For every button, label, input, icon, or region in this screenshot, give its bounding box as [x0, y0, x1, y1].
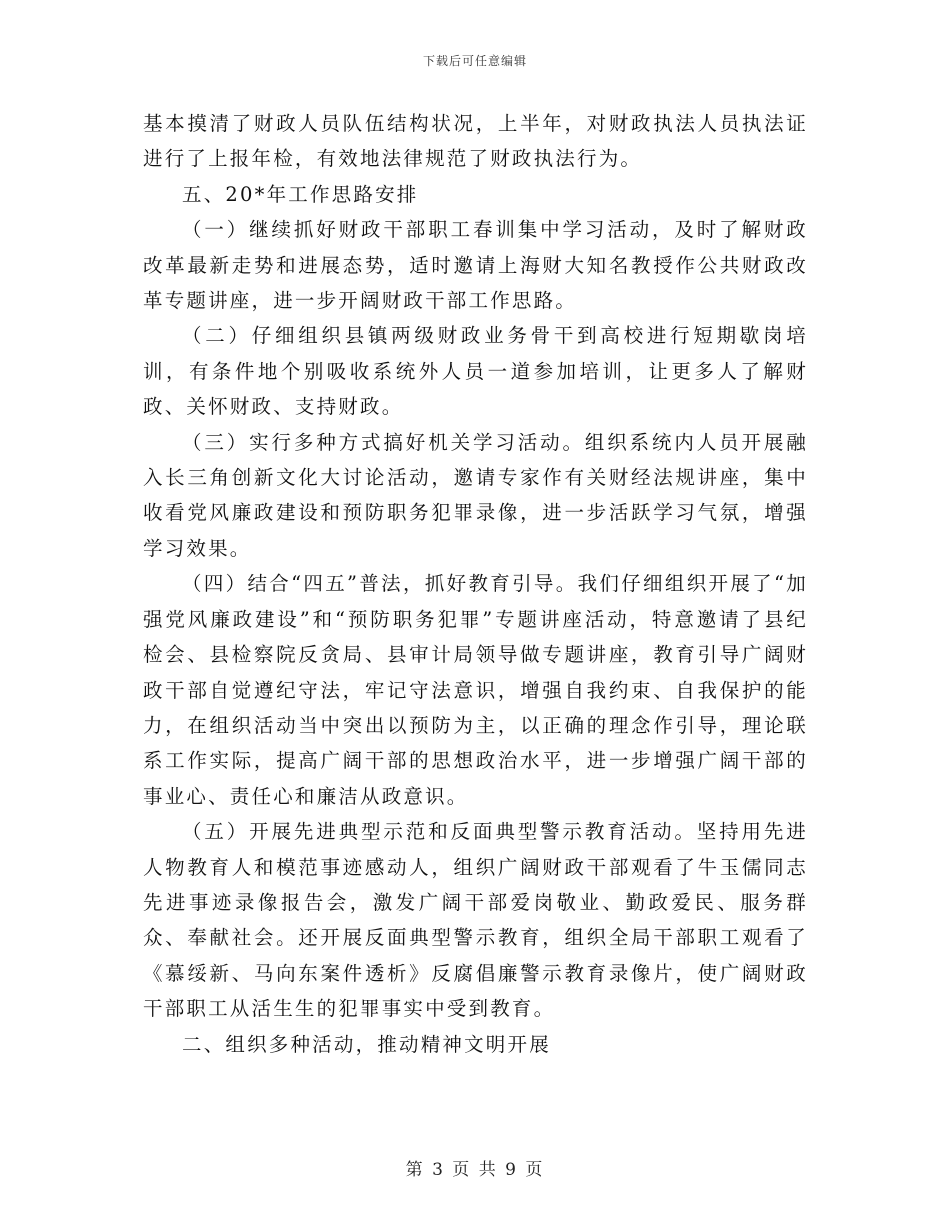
page-header: 下载后可任意编辑 — [422, 54, 527, 68]
paragraph-item-3: （三）实行多种方式搞好机关学习活动。组织系统内人员开展融入长三角创新文化大讨论活动，邀请专家作有关财经法规讲座，集中收看党风廉政建设和预防职务犯罪录像，进一步活跃学习气氛，增强学习效果。 — [143, 430, 808, 560]
paragraph-1: 基本摸清了财政人员队伍结构状况，上半年，对财政执法人员执法证进行了上报年检，有效地法律规范了财政执法行为。 — [143, 112, 808, 171]
paragraph-item-2: （二）仔细组织县镇两级财政业务骨干到高校进行短期歇岗培训，有条件地个别吸收系统外人员一道参加培训，让更多人了解财政、关怀财政、支持财政。 — [143, 324, 808, 419]
paragraph-item-1: （一）继续抓好财政干部职工春训集中学习活动，及时了解财政改革最新走势和进展态势，适时邀请上海财大知名教授作公共财政改革专题讲座，进一步开阔财政干部工作思路。 — [143, 218, 808, 313]
section-heading-5: 五、20*年工作思路安排 — [182, 182, 419, 206]
paragraph-item-5: （五）开展先进典型示范和反面典型警示教育活动。坚持用先进人物教育人和模范事迹感动人，组织广阔财政干部观看了牛玉儒同志先进事迹录像报告会，激发广阔干部爱岗敬业、勤政爱民、服务群众、奉献社会。还开展反面典型警示教育，组织全局干部职工观看了《慕绥新、马向东案件透析》反腐倡廉警示教育录像片，使广阔财政干部职工从活生生的犯罪事实中受到教育。 — [143, 820, 808, 1021]
paragraph-item-4: （四）结合“四五”普法，抓好教育引导。我们仔细组织开展了“加强党风廉政建设”和“预防职务犯罪”专题讲座活动，特意邀请了县纪检会、县检察院反贪局、县审计局领导做专题讲座，教育引导广阔财政干部自觉遵纪守法，牢记守法意识，增强自我约束、自我保护的能力，在组织活动当中突出以预防为主，以正确的理念作引导，理论联系工作实际，提高广阔干部的思想政治水平，进一步增强广阔干部的事业心、责任心和廉洁从政意识。 — [143, 572, 808, 808]
page-footer: 第 3 页 共 9 页 — [405, 1160, 545, 1180]
section-heading-2: 二、组织多种活动，推动精神文明开展 — [182, 1032, 551, 1056]
document-body — [143, 106, 808, 1062]
